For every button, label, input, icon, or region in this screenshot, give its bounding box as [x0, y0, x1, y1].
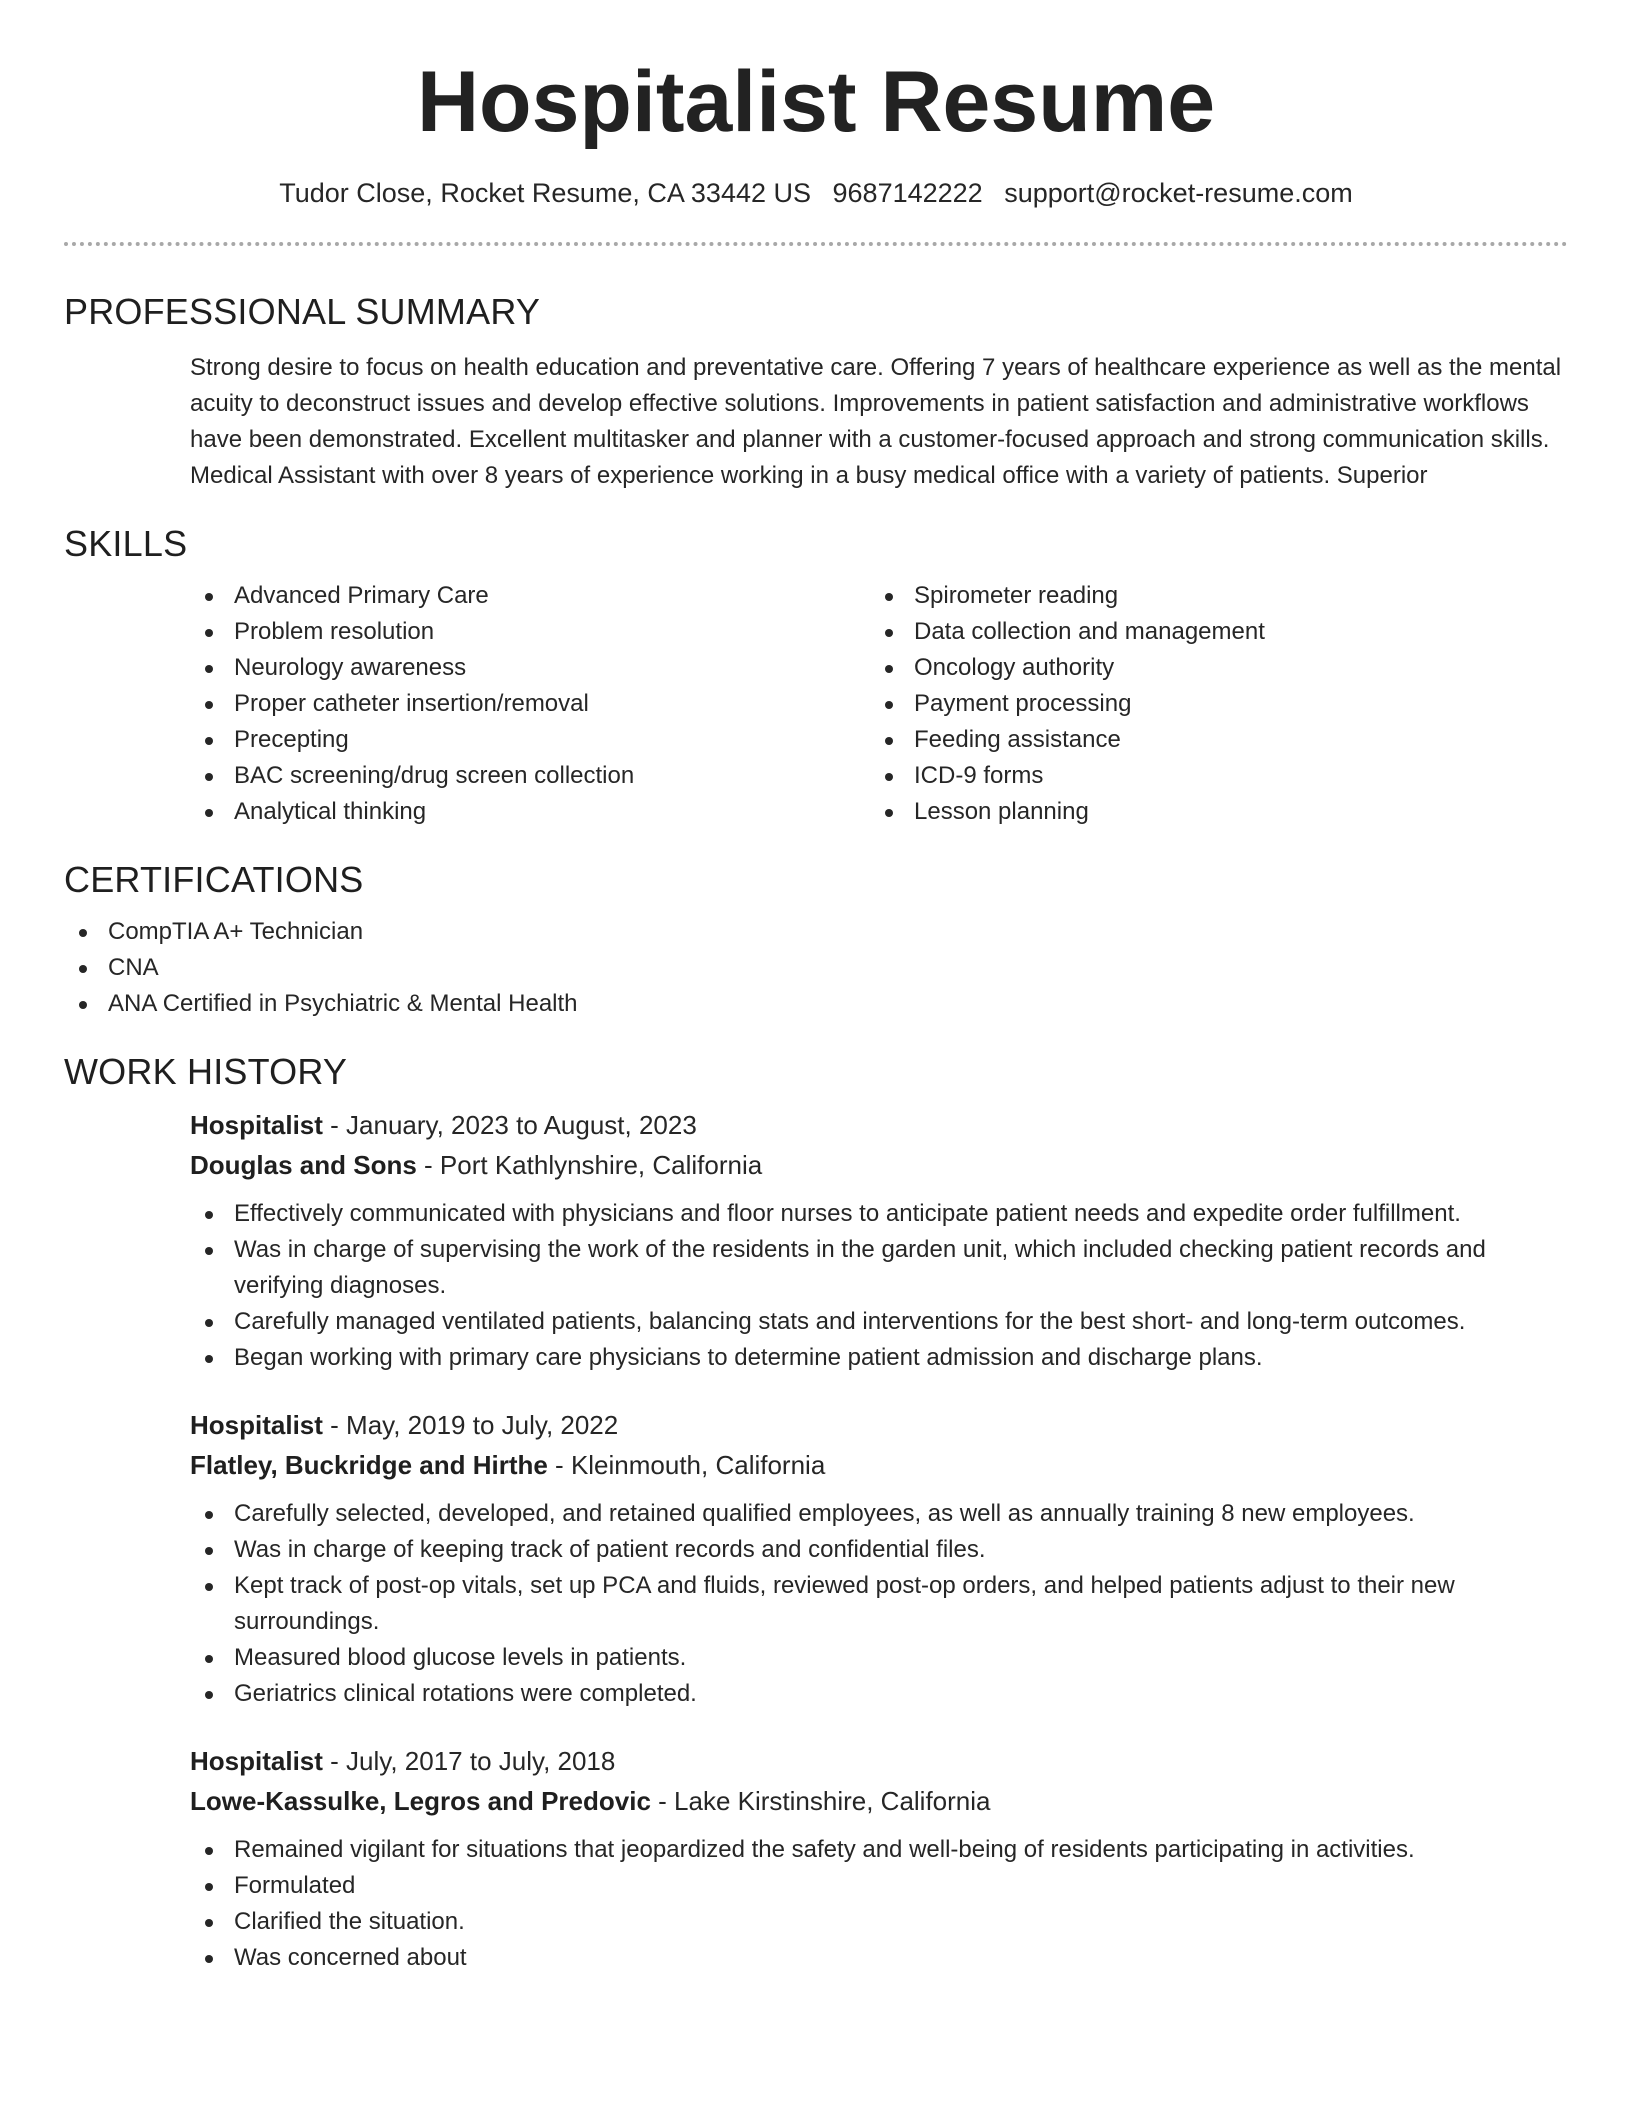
- job-title-line: [190, 1742, 1568, 1780]
- certification-item: ANA Certified in Psychiatric & Mental Health: [64, 986, 1568, 1022]
- skill-item: Oncology authority: [870, 650, 1550, 686]
- job-location: Kleinmouth, California: [570, 1450, 826, 1480]
- job-duty: Carefully managed ventilated patients, balancing stats and interventions for the best short- and long-term outcomes.: [190, 1304, 1568, 1340]
- job-role: Hospitalist: [190, 1410, 323, 1440]
- job-separator: -: [322, 1410, 347, 1440]
- certification-item: CompTIA A+ Technician: [64, 914, 1568, 950]
- skill-item: ICD-9 forms: [870, 758, 1550, 794]
- job-duty: Began working with primary care physicians to determine patient admission and discharge plans.: [190, 1340, 1568, 1376]
- job-company: Flatley, Buckridge and Hirthe: [190, 1450, 548, 1480]
- skills-list-left: [190, 578, 870, 830]
- skill-item: Problem resolution: [190, 614, 870, 650]
- job-company-line: [190, 1146, 1568, 1184]
- job-dates: July, 2017 to July, 2018: [346, 1746, 616, 1776]
- job-duties-list: [190, 1496, 1568, 1712]
- header-divider: [64, 242, 1568, 246]
- job-duty: Was concerned about: [190, 1940, 1568, 1976]
- certification-item: CNA: [64, 950, 1568, 986]
- job-entry: [190, 1742, 1568, 1976]
- job-separator: -: [322, 1110, 347, 1140]
- job-entry: [190, 1106, 1568, 1376]
- job-separator: -: [650, 1786, 675, 1816]
- skill-item: Proper catheter insertion/removal: [190, 686, 870, 722]
- job-role: Hospitalist: [190, 1110, 323, 1140]
- job-duties-list: [190, 1832, 1568, 1976]
- job-duty: Remained vigilant for situations that jeopardized the safety and well-being of residents participating in activities.: [190, 1832, 1568, 1868]
- skills-section: [64, 522, 1568, 830]
- contact-email: support@rocket-resume.com: [1004, 178, 1353, 208]
- work-history-heading: WORK HISTORY: [64, 1051, 348, 1092]
- job-duty: Clarified the situation.: [190, 1904, 1568, 1940]
- skills-list-right: [870, 578, 1550, 830]
- job-dates: January, 2023 to August, 2023: [346, 1110, 697, 1140]
- job-duties-list: [190, 1196, 1568, 1376]
- job-entry: [190, 1406, 1568, 1712]
- skills-heading: SKILLS: [64, 523, 188, 564]
- job-separator: -: [547, 1450, 571, 1480]
- job-company-line: [190, 1446, 1568, 1484]
- summary-text: Strong desire to focus on health education and preventative care. Offering 7 years of healthcare experience as well as the mental acuity to deconstruct issues and develop effective solutions. Improvements in patient satisfaction and administrative workflows have been demonstrated. Excellent multitasker and planner with a customer-focused approach and strong communication skills. Medical Assistant with over 8 years of experience working in a busy medical office with a variety of patients. Superior: [190, 354, 1562, 489]
- job-duty: Carefully selected, developed, and retained qualified employees, as well as annually training 8 new employees.: [190, 1496, 1568, 1532]
- job-location: Port Kathlynshire, California: [439, 1150, 763, 1180]
- job-company-line: [190, 1782, 1568, 1820]
- summary-heading: PROFESSIONAL SUMMARY: [64, 291, 541, 332]
- skill-item: Payment processing: [870, 686, 1550, 722]
- job-duty: Effectively communicated with physicians and floor nurses to anticipate patient needs and expedite order fulfillment.: [190, 1196, 1568, 1232]
- job-company: Lowe-Kassulke, Legros and Predovic: [190, 1786, 651, 1816]
- job-separator: -: [322, 1746, 347, 1776]
- certifications-list: [64, 914, 1568, 1022]
- contact-line: [64, 176, 1568, 210]
- contact-address: Tudor Close, Rocket Resume, CA 33442 US: [279, 178, 811, 208]
- job-duty: Was in charge of keeping track of patient records and confidential files.: [190, 1532, 1568, 1568]
- skill-item: Precepting: [190, 722, 870, 758]
- job-duty: Measured blood glucose levels in patients.: [190, 1640, 1568, 1676]
- skills-grid: [190, 578, 1568, 830]
- job-role: Hospitalist: [190, 1746, 323, 1776]
- job-title-line: [190, 1106, 1568, 1144]
- resume-title: Hospitalist Resume: [416, 54, 1216, 150]
- job-dates: May, 2019 to July, 2022: [346, 1410, 619, 1440]
- skill-item: Neurology awareness: [190, 650, 870, 686]
- job-location: Lake Kirstinshire, California: [674, 1786, 991, 1816]
- resume-page: [64, 0, 1568, 1976]
- work-history-section: [64, 1050, 1568, 1976]
- skill-item: Data collection and management: [870, 614, 1550, 650]
- contact-phone: 9687142222: [832, 178, 983, 208]
- job-title-line: [190, 1406, 1568, 1444]
- skill-item: Analytical thinking: [190, 794, 870, 830]
- skill-item: Feeding assistance: [870, 722, 1550, 758]
- job-duty: Kept track of post-op vitals, set up PCA and fluids, reviewed post-op orders, and helped patients adjust to their new surroundings.: [190, 1568, 1568, 1640]
- certifications-section: [64, 858, 1568, 1022]
- skill-item: Spirometer reading: [870, 578, 1550, 614]
- skill-item: BAC screening/drug screen collection: [190, 758, 870, 794]
- certifications-heading: CERTIFICATIONS: [64, 859, 364, 900]
- skill-item: Advanced Primary Care: [190, 578, 870, 614]
- job-duty: Formulated: [190, 1868, 1568, 1904]
- job-separator: -: [416, 1150, 440, 1180]
- job-duty: Geriatrics clinical rotations were completed.: [190, 1676, 1568, 1712]
- job-company: Douglas and Sons: [190, 1150, 417, 1180]
- skill-item: Lesson planning: [870, 794, 1550, 830]
- summary-section: [64, 290, 1568, 494]
- job-duty: Was in charge of supervising the work of the residents in the garden unit, which included checking patient records and verifying diagnoses.: [190, 1232, 1568, 1304]
